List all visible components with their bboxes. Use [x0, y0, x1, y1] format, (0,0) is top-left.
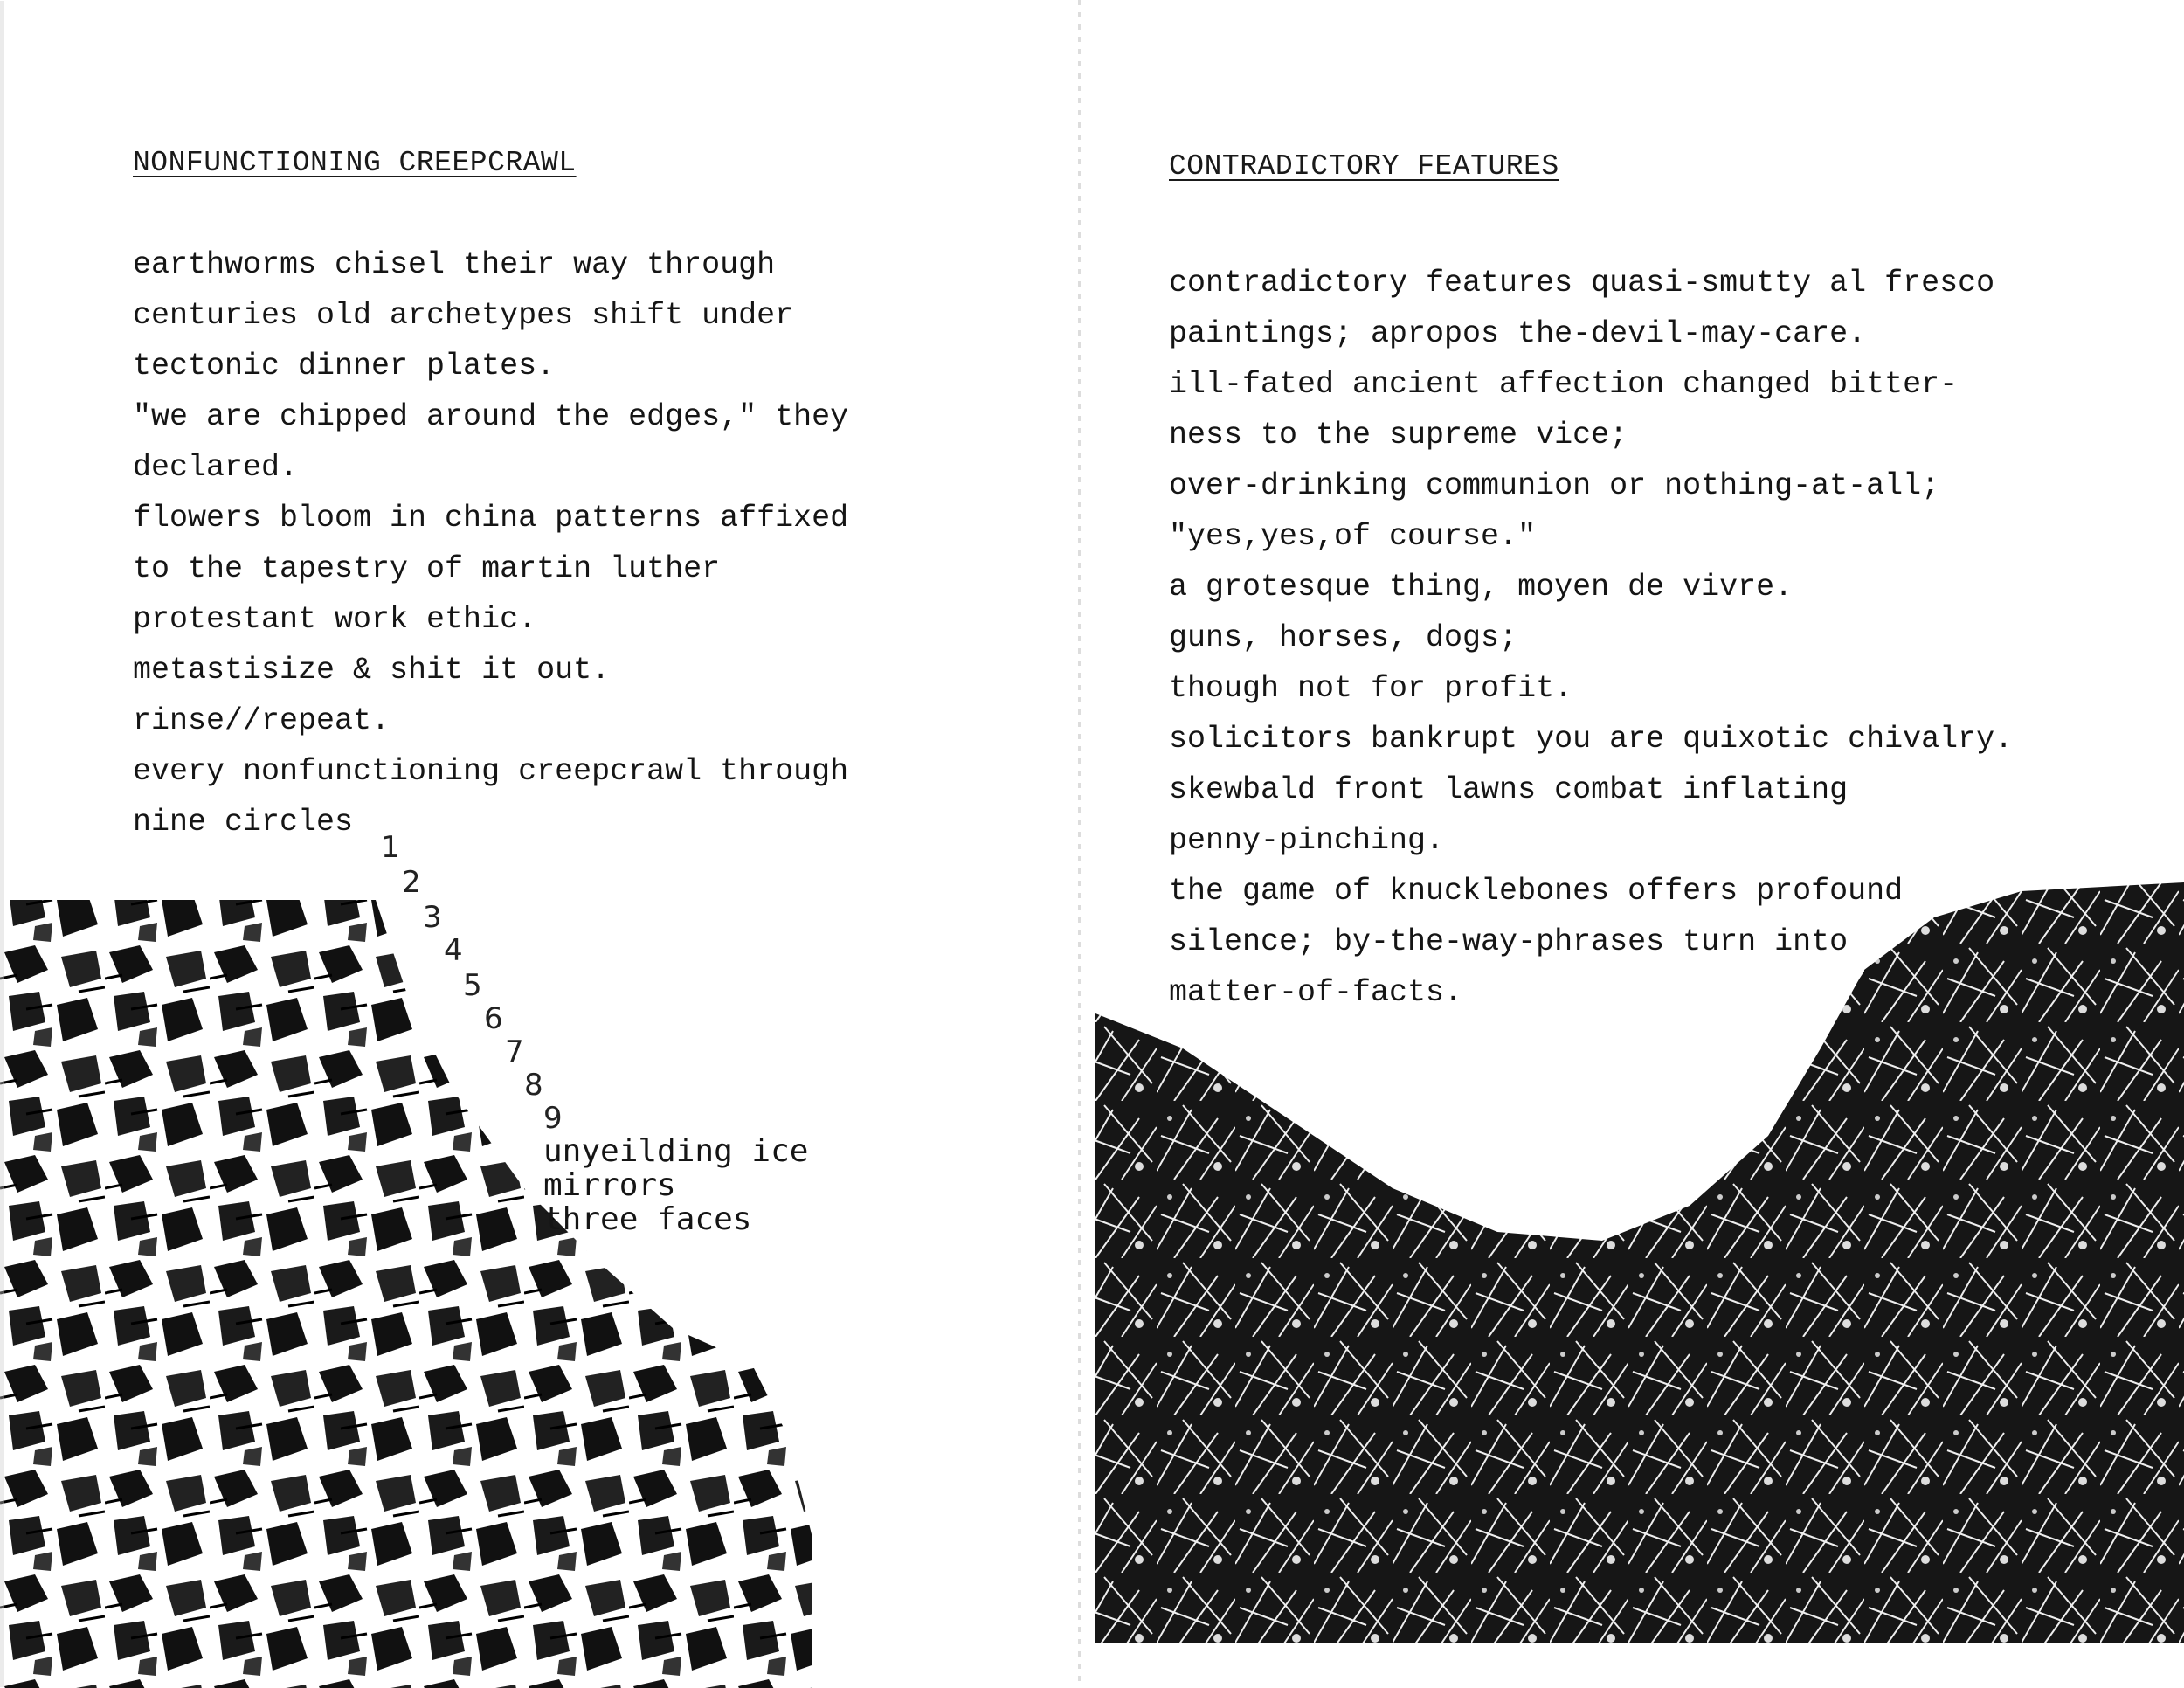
- circle-number: 2: [402, 865, 421, 900]
- ice-line: mirrors: [543, 1167, 676, 1203]
- circle-number: 8: [524, 1068, 543, 1103]
- poem-line: silence; by-the-way-phrases turn into: [1169, 924, 1849, 959]
- right-page: [1078, 0, 2184, 1688]
- poem-line: declared.: [133, 450, 299, 485]
- poem-line: contradictory features quasi-smutty al fresco: [1169, 266, 1995, 301]
- poem-line: ness to the supreme vice;: [1169, 418, 1628, 453]
- poem-line: penny-pinching.: [1169, 823, 1445, 858]
- poem-line: to the tapestry of martin luther: [133, 551, 721, 586]
- poem-line: a grotesque thing, moyen de vivre.: [1169, 570, 1794, 605]
- poem-line: paintings; apropos the-devil-may-care.: [1169, 316, 1867, 351]
- circle-number: 5: [463, 968, 482, 1003]
- left-poem-body: [133, 239, 848, 847]
- poem-line: ill-fated ancient affection changed bitter-: [1169, 367, 1959, 402]
- poem-line: skewbald front lawns combat inflating: [1169, 772, 1849, 807]
- circle-number: 3: [423, 900, 442, 935]
- circle-number: 6: [484, 1001, 503, 1036]
- left-poem-title: NONFUNCTIONING CREEPCRAWL: [133, 147, 577, 179]
- poem-line: centuries old archetypes shift under: [133, 298, 794, 333]
- poem-line: the game of knucklebones offers profound: [1169, 874, 1904, 909]
- poem-line: "we are chipped around the edges," they: [133, 399, 849, 434]
- left-rock-collage-shape: [0, 900, 812, 1688]
- circle-number: 7: [505, 1034, 524, 1069]
- poem-line: rinse//repeat.: [133, 703, 390, 738]
- poem-line: over-drinking communion or nothing-at-all;: [1169, 468, 1940, 503]
- ice-stanza: [543, 1134, 808, 1236]
- circle-number: 4: [444, 933, 463, 968]
- poem-line: flowers bloom in china patterns affixed: [133, 501, 849, 536]
- poem-line: though not for profit.: [1169, 671, 1573, 706]
- poem-line: "yes,yes,of course.": [1169, 519, 1537, 554]
- poem-line: metastisize & shit it out.: [133, 653, 611, 688]
- circle-number: 1: [381, 830, 400, 865]
- ice-line: three faces: [543, 1201, 752, 1237]
- right-poem-body: [1169, 258, 2013, 1018]
- poem-line: guns, horses, dogs;: [1169, 620, 1518, 655]
- poem-line: earthworms chisel their way through: [133, 247, 776, 282]
- poem-line: tectonic dinner plates.: [133, 349, 556, 384]
- poem-line: solicitors bankrupt you are quixotic chivalry.: [1169, 722, 2014, 757]
- left-page: [0, 0, 1078, 1688]
- ice-line: unyeilding ice: [543, 1133, 809, 1169]
- poem-line: nine circles: [133, 805, 354, 840]
- poem-line: matter-of-facts.: [1169, 975, 1463, 1010]
- circle-number: 9: [543, 1101, 563, 1136]
- poem-line: every nonfunctioning creepcrawl through: [133, 754, 849, 789]
- right-poem-title: CONTRADICTORY FEATURES: [1169, 150, 1559, 183]
- poem-line: protestant work ethic.: [133, 602, 537, 637]
